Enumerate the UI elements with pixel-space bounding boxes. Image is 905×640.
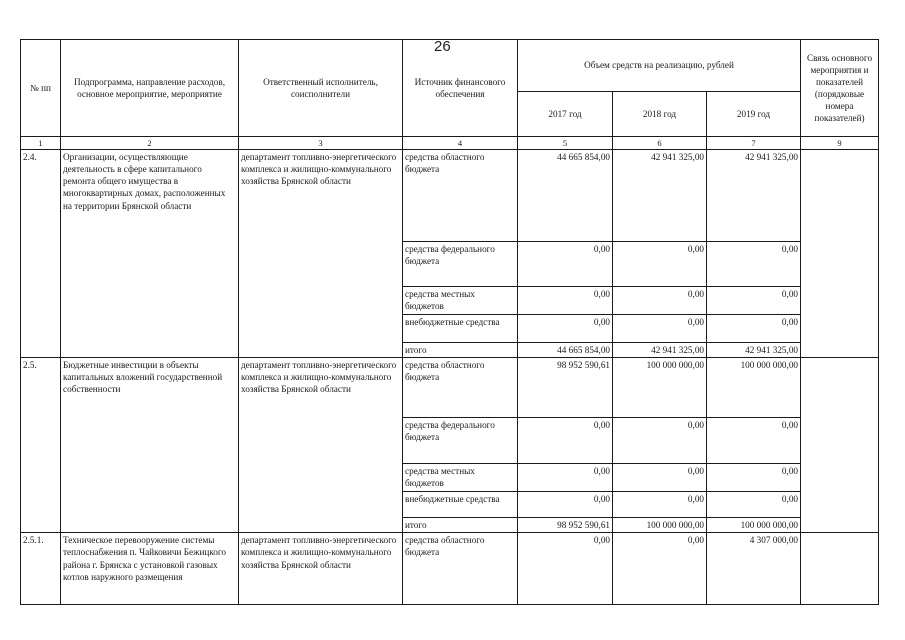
amount-2019: 100 000 000,00 (707, 358, 801, 418)
total-2018: 100 000 000,00 (613, 518, 707, 533)
row-number: 2.5. (21, 358, 61, 533)
source-regional: средства областного бюджета (403, 533, 518, 605)
amount-2017: 0,00 (518, 492, 613, 518)
amount-2019: 4 307 000,00 (707, 533, 801, 605)
total-2017: 44 665 854,00 (518, 343, 613, 358)
amount-2019: 0,00 (707, 418, 801, 464)
header-row (21, 40, 879, 92)
header-year-2018: 2018 год (613, 92, 707, 137)
executor-name: департамент топливно-энергетического комплекса и жилищно-коммунального хозяйства Брянской области (239, 358, 403, 533)
column-index: 4 (403, 137, 518, 150)
header-year-2017: 2017 год (518, 92, 613, 137)
amount-2019: 0,00 (707, 464, 801, 492)
amount-2018: 0,00 (613, 242, 707, 287)
total-2019: 100 000 000,00 (707, 518, 801, 533)
activity-name: Техническое перевооружение системы теплоснабжения п. Чайковичи Бежицкого района г. Брянска с установкой газовых котлов наружного размещения (61, 533, 239, 605)
activity-name: Бюджетные инвестиции в объекты капитальных вложений государственной собственности (61, 358, 239, 533)
executor-name: департамент топливно-энергетического комплекса и жилищно-коммунального хозяйства Брянской области (239, 533, 403, 605)
budget-table (20, 39, 879, 605)
source-total: итого (403, 518, 518, 533)
header-funding-source: Источник финансового обеспечения (403, 40, 518, 137)
header-funds-volume: Объем средств на реализацию, рублей (518, 40, 801, 92)
header-number: № пп (21, 40, 61, 137)
activity-name: Организации, осуществляющие деятельность в сфере капитального ремонта общего имущества в многоквартирных домах, расположенных на территории Брянской области (61, 150, 239, 358)
amount-2017: 0,00 (518, 418, 613, 464)
column-index: 2 (61, 137, 239, 150)
table-row (21, 358, 879, 418)
source-regional: средства областного бюджета (403, 358, 518, 418)
indicators-link-cell (801, 358, 879, 533)
column-index-row (21, 137, 879, 150)
column-index: 3 (239, 137, 403, 150)
total-2017: 98 952 590,61 (518, 518, 613, 533)
total-2019: 42 941 325,00 (707, 343, 801, 358)
amount-2017: 0,00 (518, 464, 613, 492)
amount-2019: 0,00 (707, 315, 801, 343)
column-index: 5 (518, 137, 613, 150)
amount-2017: 0,00 (518, 533, 613, 605)
amount-2018: 0,00 (613, 418, 707, 464)
amount-2017: 98 952 590,61 (518, 358, 613, 418)
header-executor: Ответственный исполнитель, соисполнители (239, 40, 403, 137)
source-extrabudgetary: внебюджетные средства (403, 315, 518, 343)
header-indicators-link: Связь основного мероприятия и показателей (порядковые номера показателей) (801, 40, 879, 137)
row-number: 2.4. (21, 150, 61, 358)
amount-2017: 0,00 (518, 315, 613, 343)
amount-2018: 42 941 325,00 (613, 150, 707, 242)
indicators-link-cell (801, 533, 879, 605)
amount-2019: 0,00 (707, 287, 801, 315)
indicators-link-cell (801, 150, 879, 358)
amount-2019: 0,00 (707, 492, 801, 518)
header-subprogram: Подпрограмма, направление расходов, основное мероприятие, мероприятие (61, 40, 239, 137)
source-local: средства местных бюджетов (403, 464, 518, 492)
amount-2018: 100 000 000,00 (613, 358, 707, 418)
amount-2017: 0,00 (518, 287, 613, 315)
amount-2018: 0,00 (613, 464, 707, 492)
amount-2018: 0,00 (613, 492, 707, 518)
total-2018: 42 941 325,00 (613, 343, 707, 358)
source-regional: средства областного бюджета (403, 150, 518, 242)
source-total: итого (403, 343, 518, 358)
amount-2018: 0,00 (613, 287, 707, 315)
row-number: 2.5.1. (21, 533, 61, 605)
table-row (21, 533, 879, 605)
amount-2018: 0,00 (613, 533, 707, 605)
source-federal: средства федерального бюджета (403, 242, 518, 287)
source-federal: средства федерального бюджета (403, 418, 518, 464)
header-year-2019: 2019 год (707, 92, 801, 137)
source-extrabudgetary: внебюджетные средства (403, 492, 518, 518)
page-number: 26 (434, 38, 451, 55)
executor-name: департамент топливно-энергетического комплекса и жилищно-коммунального хозяйства Брянской области (239, 150, 403, 358)
source-local: средства местных бюджетов (403, 287, 518, 315)
amount-2019: 0,00 (707, 242, 801, 287)
amount-2017: 0,00 (518, 242, 613, 287)
amount-2017: 44 665 854,00 (518, 150, 613, 242)
column-index: 9 (801, 137, 879, 150)
amount-2018: 0,00 (613, 315, 707, 343)
table-row (21, 150, 879, 242)
column-index: 7 (707, 137, 801, 150)
amount-2019: 42 941 325,00 (707, 150, 801, 242)
column-index: 6 (613, 137, 707, 150)
column-index: 1 (21, 137, 61, 150)
